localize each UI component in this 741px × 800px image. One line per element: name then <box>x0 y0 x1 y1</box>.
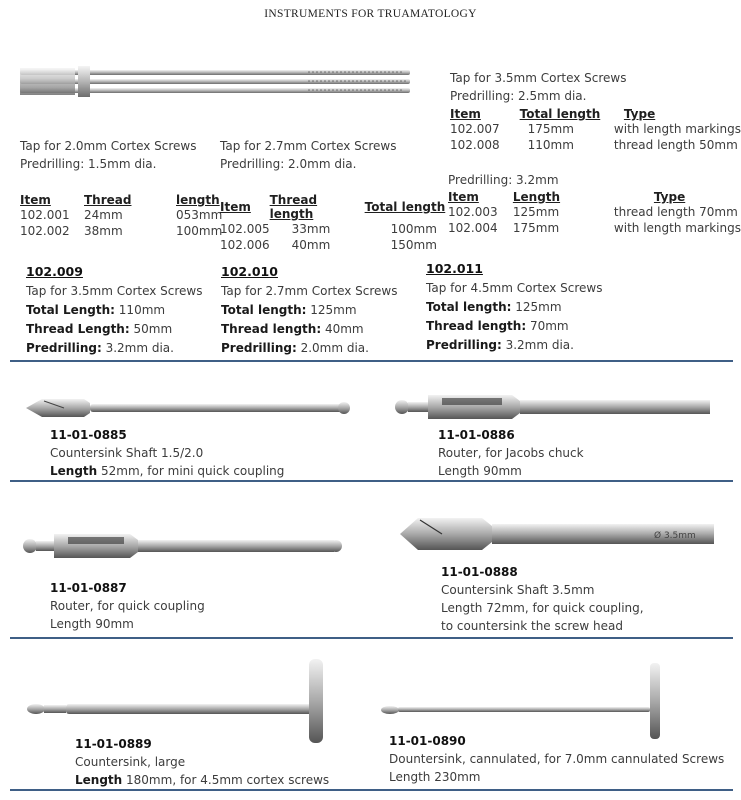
item-code: 102.009 <box>26 264 83 279</box>
value: 50mm <box>133 322 173 336</box>
value: 3.2mm dia. <box>505 338 574 352</box>
table-row <box>220 221 445 237</box>
value: 2.0mm dia. <box>300 341 369 355</box>
product-11-01-0887 <box>50 580 205 632</box>
label: Total Length: <box>26 303 115 317</box>
col-total-length: Total length <box>364 200 446 214</box>
section-divider <box>10 480 733 482</box>
label: Predrilling: <box>26 341 102 355</box>
value: 110mm <box>118 303 166 317</box>
tap20-predrill: Predrilling: 1.5mm dia. <box>20 157 157 171</box>
item-block-102-010 <box>221 264 398 356</box>
product-desc: Countersink, large <box>75 755 186 769</box>
col-item: Item <box>20 193 51 207</box>
tap27-table <box>220 193 445 253</box>
product-length: Length 90mm <box>50 617 134 631</box>
col-total-length: Total length <box>519 107 601 121</box>
section-divider <box>10 789 733 791</box>
item-block-102-009 <box>26 264 203 356</box>
product-length: Length 230mm <box>389 770 481 784</box>
cell-item: 102.006 <box>220 238 270 252</box>
item-code: 102.010 <box>221 264 278 279</box>
value: 70mm <box>529 319 569 333</box>
product-code: 11-01-0886 <box>438 428 515 442</box>
tap35-predrill-a: Predrilling: 2.5mm dia. <box>450 89 587 103</box>
cell-length: 053mm <box>176 208 223 222</box>
table-row <box>220 237 445 253</box>
label: Predrilling: <box>221 341 297 355</box>
value: 3.2mm dia. <box>105 341 174 355</box>
item-desc: Tap for 3.5mm Cortex Screws <box>26 284 203 298</box>
col-length: Length <box>512 190 561 204</box>
cell-thread: 40mm <box>291 238 331 252</box>
col-type: Type <box>623 107 656 121</box>
table-row <box>448 220 741 236</box>
col-item: Item <box>448 190 479 204</box>
label: Thread length: <box>221 322 322 336</box>
countersink-shaft-photo <box>24 393 354 423</box>
cell-item: 102.005 <box>220 222 270 236</box>
product-desc: Router, for quick coupling <box>50 599 205 613</box>
tap35-table-b <box>448 190 741 236</box>
tap20-table <box>20 193 222 239</box>
countersink-35-photo <box>398 512 720 556</box>
cell-type: with length markings <box>613 221 741 235</box>
cell-length: 125mm <box>512 205 560 219</box>
cell-item: 102.002 <box>20 224 70 238</box>
cell-item: 102.007 <box>450 122 500 136</box>
section-divider <box>10 637 733 639</box>
cell-type: thread length 50mm <box>613 138 738 152</box>
product-11-01-0890 <box>389 733 724 785</box>
countersink-cannulated-photo <box>380 660 680 740</box>
cell-type: thread length 70mm <box>613 205 738 219</box>
cell-total: 175mm <box>527 122 574 136</box>
product-desc: Countersink Shaft 1.5/2.0 <box>50 446 204 460</box>
cell-item: 102.003 <box>448 205 498 219</box>
section-divider <box>10 360 733 362</box>
cell-type: with length markings <box>613 122 741 136</box>
label: Thread length: <box>426 319 527 333</box>
router-jacobs-photo <box>394 389 714 425</box>
product-desc: Countersink Shaft 3.5mm <box>441 583 595 597</box>
tap35-title: Tap for 3.5mm Cortex Screws <box>450 71 627 85</box>
product-11-01-0888 <box>441 564 644 634</box>
table-row <box>20 207 222 223</box>
product-code: 11-01-0890 <box>389 734 466 748</box>
cell-thread: 33mm <box>291 222 331 236</box>
cell-total: 110mm <box>527 138 574 152</box>
cell-thread: 24mm <box>84 208 123 222</box>
cell-total: 150mm <box>390 238 437 252</box>
item-block-102-011 <box>426 261 603 353</box>
countersink-large-photo <box>26 655 336 745</box>
router-quick-photo <box>22 528 342 564</box>
product-length: 52mm, for mini quick coupling <box>101 464 285 478</box>
product-length: 180mm, for 4.5mm cortex screws <box>126 773 330 787</box>
cell-item: 102.008 <box>450 138 500 152</box>
cell-total: 100mm <box>390 222 437 236</box>
col-item: Item <box>450 107 481 121</box>
cell-item: 102.004 <box>448 221 498 235</box>
product-11-01-0885 <box>50 427 284 479</box>
label: Total length: <box>221 303 307 317</box>
shaft-marking: Ø 3.5mm <box>654 531 696 541</box>
cell-thread: 38mm <box>84 224 123 238</box>
label: Length <box>50 464 98 478</box>
col-item: Item <box>220 200 251 214</box>
product-11-01-0889 <box>75 736 329 788</box>
product-desc: Dountersink, cannulated, for 7.0mm cannulated Screws <box>389 752 725 766</box>
label: Predrilling: <box>426 338 502 352</box>
item-desc: Tap for 2.7mm Cortex Screws <box>221 284 398 298</box>
product-length: Length 72mm, for quick coupling, <box>441 601 644 615</box>
label: Total length: <box>426 300 512 314</box>
table-row <box>450 137 741 153</box>
product-11-01-0886 <box>438 427 584 479</box>
product-note: to countersink the screw head <box>441 619 623 633</box>
col-length: length <box>176 193 220 207</box>
table-row <box>450 121 741 137</box>
item-desc: Tap for 4.5mm Cortex Screws <box>426 281 603 295</box>
col-thread: Thread <box>84 193 132 207</box>
table-row <box>448 204 741 220</box>
value: 125mm <box>515 300 562 314</box>
product-code: 11-01-0888 <box>441 565 518 579</box>
label: Thread Length: <box>26 322 130 336</box>
product-code: 11-01-0887 <box>50 581 127 595</box>
table-row <box>20 223 222 239</box>
tap35-table-a <box>450 107 741 153</box>
tap27-predrill: Predrilling: 2.0mm dia. <box>220 157 357 171</box>
page-title: INSTRUMENTS FOR TRUAMATOLOGY <box>264 8 477 20</box>
value: 125mm <box>310 303 357 317</box>
cell-item: 102.001 <box>20 208 70 222</box>
cell-length: 100mm <box>176 224 223 238</box>
tap35-predrill-b: Predrilling: 3.2mm <box>448 173 559 187</box>
col-thread-length: Thread length <box>269 193 318 221</box>
product-desc: Router, for Jacobs chuck <box>438 446 584 460</box>
cell-length: 175mm <box>512 221 560 235</box>
taps-photo <box>18 64 418 104</box>
product-code: 11-01-0885 <box>50 428 127 442</box>
tap27-title: Tap for 2.7mm Cortex Screws <box>220 139 397 153</box>
label: Length <box>75 773 123 787</box>
col-type: Type <box>653 190 686 204</box>
product-length: Length 90mm <box>438 464 522 478</box>
value: 40mm <box>324 322 364 336</box>
tap20-title: Tap for 2.0mm Cortex Screws <box>20 139 197 153</box>
item-code: 102.011 <box>426 261 483 276</box>
product-code: 11-01-0889 <box>75 737 152 751</box>
